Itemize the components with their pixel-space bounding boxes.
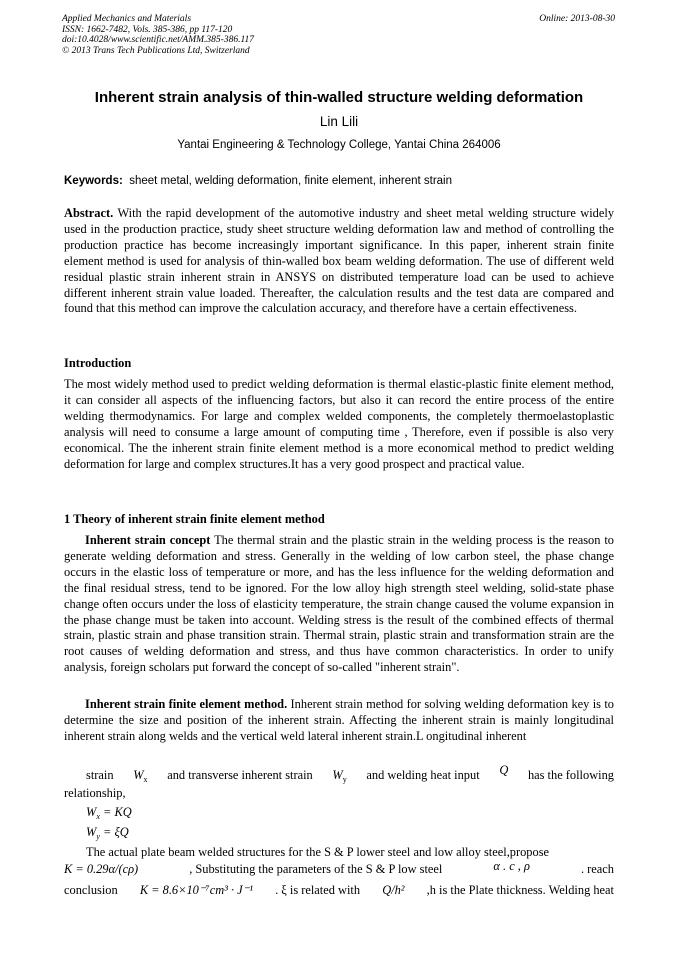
keywords (64, 175, 452, 187)
substituting-text: , Substituting the parameters of the S & P low steel (189, 862, 443, 876)
abstract (64, 206, 614, 317)
strain-word: strain (86, 768, 114, 782)
heat-input-text: and welding heat input (366, 768, 480, 782)
journal-header (62, 14, 254, 56)
keywords-text: sheet metal, welding deformation, finite element, inherent strain (129, 175, 453, 187)
inherent-strain-concept (64, 533, 614, 676)
k-value: K = 8.6×10⁻⁷cm³ · J⁻¹ (139, 883, 253, 897)
copyright-line: © 2013 Trans Tech Publications Ltd, Switzerland (62, 45, 250, 56)
transverse-text: and transverse inherent strain (167, 768, 313, 782)
paper-title: Inherent strain analysis of thin-walled structure welding deformation (94, 89, 584, 106)
plate-thickness-text: ,h is the Plate thickness. Welding heat (426, 883, 614, 897)
issn-line: ISSN: 1662-7482, Vols. 385-386, pp 117-120 (62, 24, 233, 35)
affiliation: Yantai Engineering & Technology College, Yantai China 264006 (177, 139, 501, 151)
keywords-label: Keywords: (64, 175, 123, 187)
doi-line: doi:10.4028/www.scientific.net/AMM.385-386.117 (62, 35, 254, 46)
equation-wx: $W_x$ = KQ (86, 805, 132, 821)
relationship-text: relationship, (64, 786, 126, 800)
author: Lin Lili (319, 114, 359, 129)
online-date: Online: 2013-08-30 (539, 14, 615, 24)
xi-related-text: . ξ is related with (275, 883, 361, 897)
wx-symbol: $W_x$ (133, 768, 148, 784)
q-ratio: Q/h² (382, 883, 405, 897)
method-label: Inherent strain finite element method. (85, 697, 288, 711)
abstract-text: With the rapid development of the automotive industry and sheet metal welding structure widely used in the production practice, study sheet structure welding deformation law and method of controlling the production practice has become increasingly important significance. In this paper, inherent strain finite element method is used for analysis of thin-walled box beam welding deformation. The use of different weld residual plastic strain inherent strain in ANSYS on distributed temperature load can be used to achieve different inherent strain value loaded. Thereafter, the calculation results and the test data are compared and found that this method can improve the calculation accuracy, and therefore have a certain effectiveness. (64, 206, 615, 316)
section1-heading: 1 Theory of inherent strain finite element method (64, 512, 325, 526)
reach-text: . reach (580, 862, 614, 876)
method-text: Inherent strain method for solving welding deformation key is to determine the size and position of the inherent strain. Affecting the inherent strain is mainly longitudinal inherent strain along welds and the vertical weld lateral inherent strain.L ongitudinal inherent (64, 697, 615, 743)
concept-text: The thermal strain and the plastic strain in the welding process is the reason to generate welding deformation and stress. Generally in the welding of low carbon steel, the phase change occurs in the elastic loss of temperature or more, and has the less influence for the welding deformation and the final residual stress, tend to be ignored. For the low alloy high strength steel welding, solid-state phase change often occurs under the loss of elasticity temperature, the strain change caused the volume expansion in the phase change must be taken into account. Welding stress is the result of the combined effects of thermal strain, plastic strain and phase transition strain. Thermal strain, plastic strain and transformation strain are the root causes of welding deformation and stress, and thus have common characteristics. In order to unify analysis, foreign scholars put forward the concept of so-called "inherent strain". (64, 533, 614, 675)
equation-wy: $W_y = \xi Q$ (86, 825, 129, 841)
plate-beam-line1: The actual plate beam welded structures for the S & P lower steel and low alloy steel,propose (86, 845, 550, 859)
abstract-label: Abstract. (64, 206, 114, 220)
following-text: has the following (527, 768, 614, 782)
strain-line (86, 763, 614, 788)
plate-beam-line3 (64, 883, 614, 899)
q-symbol: Q (499, 763, 509, 777)
introduction-heading: Introduction (64, 356, 132, 370)
concept-label: Inherent strain concept (85, 533, 211, 547)
wy-symbol: $W_y$ (332, 768, 347, 784)
inherent-strain-method (64, 697, 614, 745)
steel-params: α . c , ρ (493, 859, 530, 873)
journal-name: Applied Mechanics and Materials (62, 14, 192, 24)
introduction-text: The most widely method used to predict welding deformation is thermal elastic-plastic finite element method, it can consider all aspects of the influencing factors, but also it can record the entire process of the entire welding thermodynamics. For large and complex welded components, the completely thermoelastoplastic analysis will need to consume a large amount of computing time , Therefore, even if possible is also very economical. The the inherent strain finite element method is a more economical method to predict welding deformation for large and complex structures.It has a very good prospect and practical value. (64, 377, 614, 471)
k-formula: K = 0.29α/(cρ) (64, 862, 139, 876)
conclusion-text: conclusion (64, 883, 118, 897)
plate-beam-line2 (64, 859, 614, 878)
